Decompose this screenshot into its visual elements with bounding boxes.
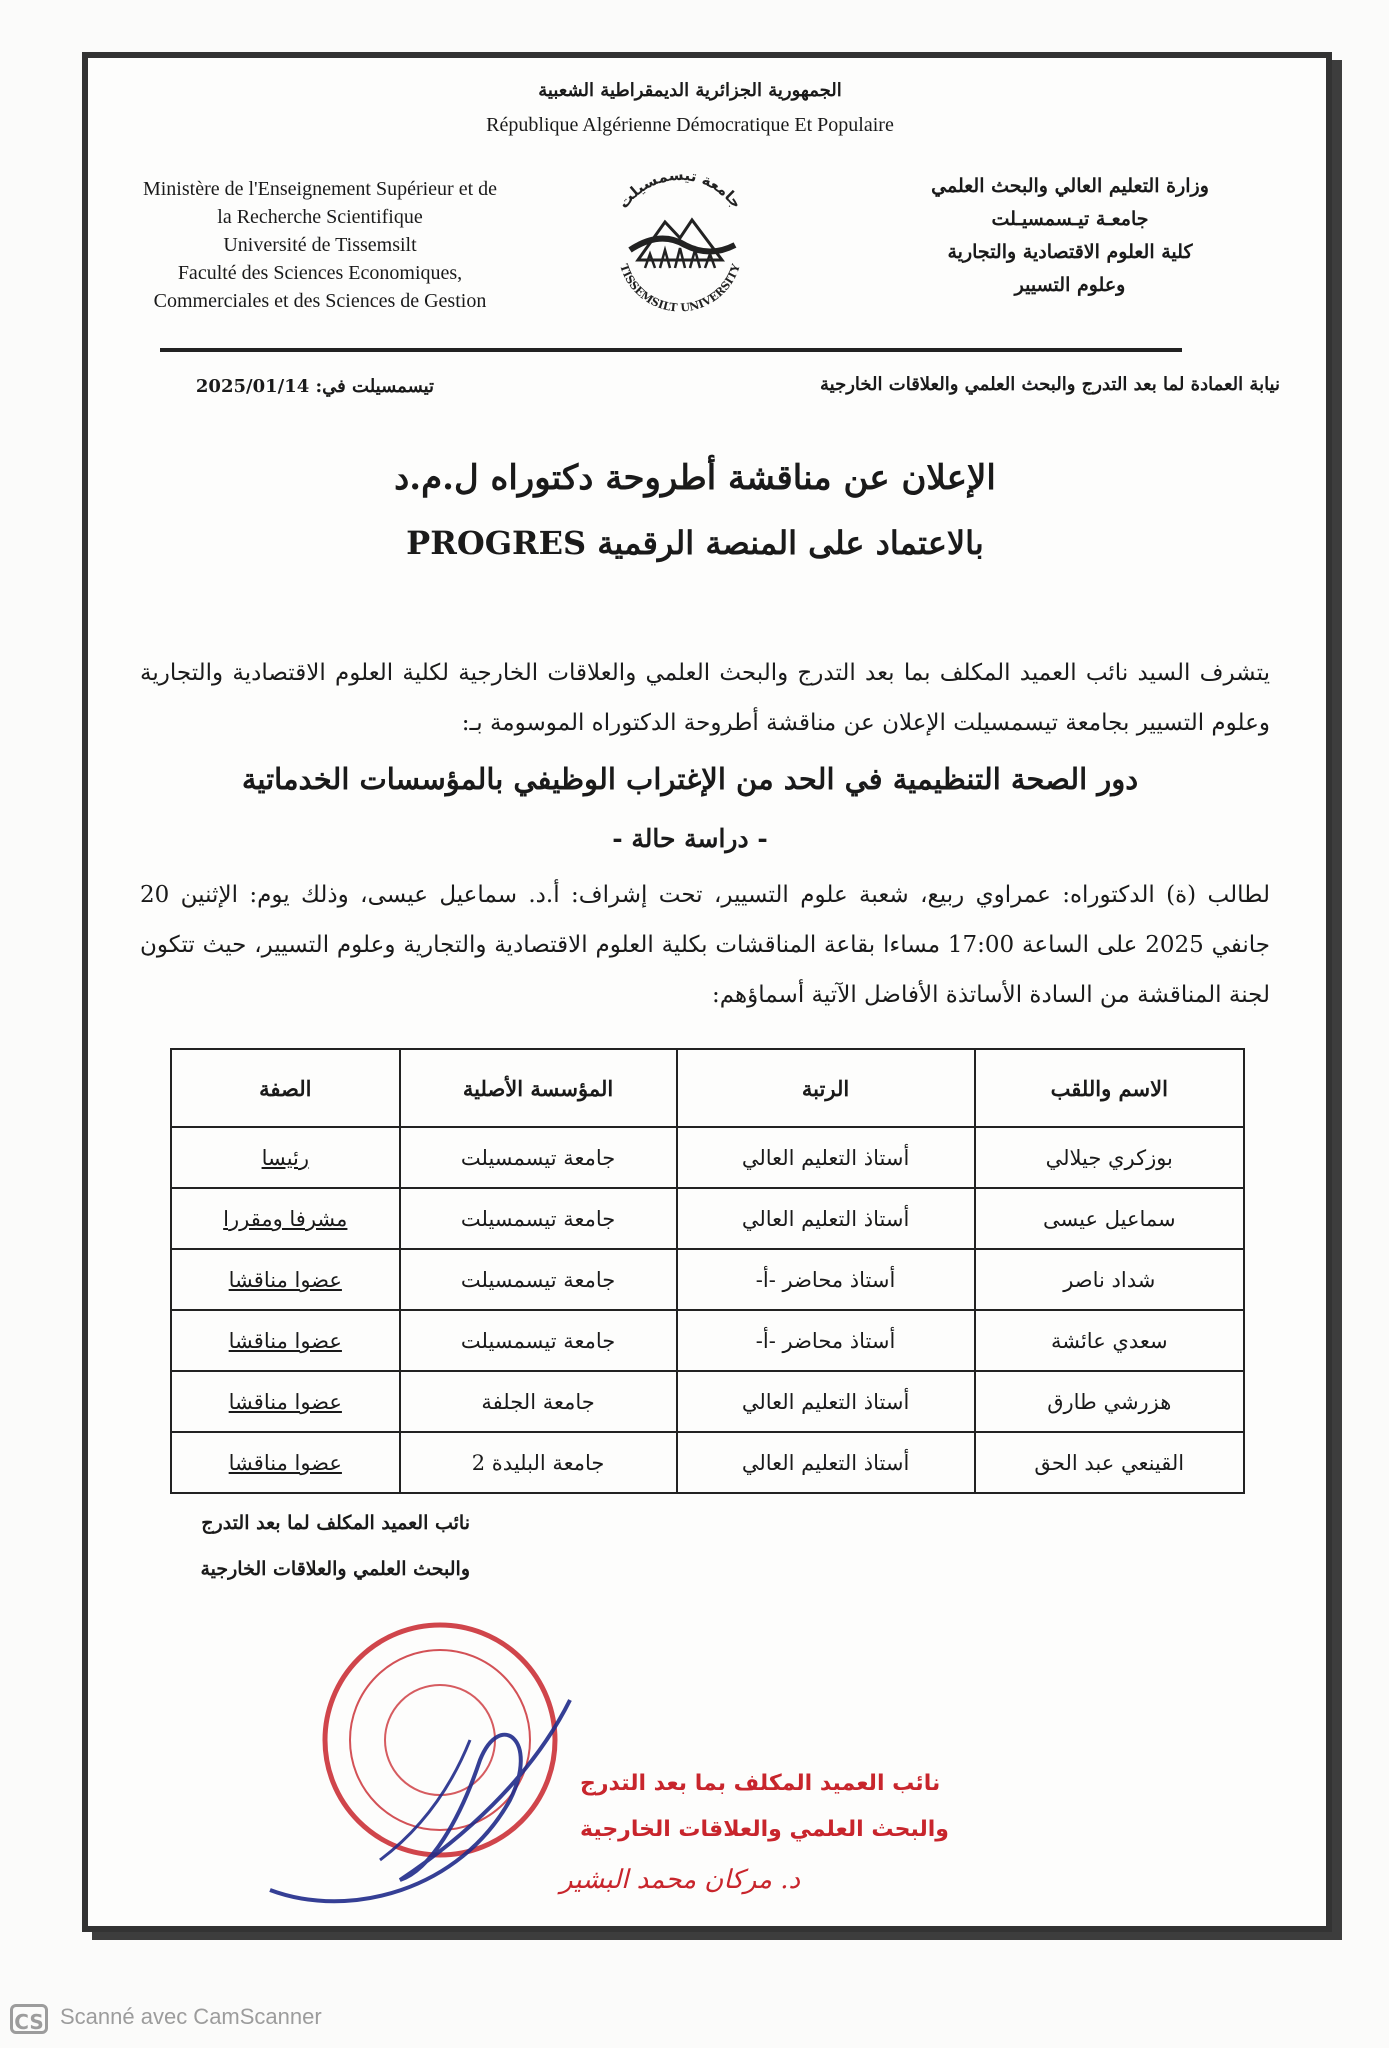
- member-rank: أستاذ التعليم العالي: [677, 1371, 975, 1432]
- member-institution: جامعة تيسمسيلت: [400, 1127, 677, 1188]
- member-role: رئيسا: [171, 1127, 400, 1188]
- republic-french: République Algérienne Démocratique Et Populaire: [486, 114, 894, 136]
- member-institution: جامعة تيسمسيلت: [400, 1310, 677, 1371]
- member-name: سعدي عائشة: [975, 1310, 1244, 1371]
- table-row: [171, 1432, 1244, 1493]
- french-line: la Recherche Scientifique: [217, 206, 423, 228]
- member-rank: أستاذ التعليم العالي: [677, 1432, 975, 1493]
- logo-arabic-text: جامعة تيسمسيلت: [614, 165, 746, 212]
- column-header: الصفة: [171, 1049, 400, 1127]
- member-institution: جامعة تيسمسيلت: [400, 1188, 677, 1249]
- details-paragraph: لطالب (ة) الدكتوراه: عمراوي ربيع، شعبة علوم التسيير، تحت إشراف: أ.د. سماعيل عيسى، وذلك يوم: الإثنين 20 جانفي 2025 على الساعة 17:00 مساءا بقاعة المناقشات بكلية العلوم الاقتصادية والتجارية وعلوم التسيير، حيث تتكون لجنة المناقشة من السادة الأساتذة الأفاضل الآتية أسماؤهم:: [140, 882, 1271, 1008]
- column-header: الرتبة: [677, 1049, 975, 1127]
- table-row: [171, 1188, 1244, 1249]
- table-row: [171, 1371, 1244, 1432]
- arabic-line: كلية العلوم الاقتصادية والتجارية: [947, 241, 1193, 263]
- arabic-line: وزارة التعليم العالي والبحث العلمي: [931, 175, 1209, 197]
- stamp-signatory-name: د. مركان محمد البشير: [560, 1865, 801, 1895]
- member-rank: أستاذ محاضر -أ-: [677, 1249, 975, 1310]
- french-line: Commerciales et des Sciences de Gestion: [153, 290, 487, 312]
- member-name: القينعي عبد الحق: [975, 1432, 1244, 1493]
- table-row: [171, 1127, 1244, 1188]
- arabic-line: جامعـة تيـسمسيـلت: [991, 208, 1149, 230]
- svg-text:TISSEMSILT UNIVERSITY: [617, 262, 743, 314]
- member-role: عضوا مناقشا: [171, 1371, 400, 1432]
- republic-arabic: الجمهورية الجزائرية الديمقراطية الشعبية: [538, 80, 842, 101]
- logo-english-text: TISSEMSILT UNIVERSITY: [617, 262, 743, 315]
- case-study-label: - دراسة حالة -: [612, 824, 768, 853]
- signatory-title-line2: والبحث العلمي والعلاقات الخارجية: [200, 1558, 470, 1580]
- camscanner-logo: CS: [10, 2004, 48, 2034]
- french-line: Ministère de l'Enseignement Supérieur et de: [142, 178, 498, 200]
- date-line: تيسمسيلت في: 2025/01/14: [195, 376, 435, 397]
- member-name: سماعيل عيسى: [975, 1188, 1244, 1249]
- stamp-title-line1: نائب العميد المكلف بما بعد التدرج: [580, 1771, 941, 1796]
- header-arabic-block: [900, 170, 1240, 302]
- intro-paragraph: يتشرف السيد نائب العميد المكلف بما بعد التدرج والبحث العلمي والعلاقات الخارجية لكلية العلوم الاقتصادية والتجارية وعلوم التسيير بجامعة تيسمسيلت الإعلان عن مناقشة أطروحة الدكتوراه الموسومة بـ:: [140, 660, 1270, 736]
- thesis-title: دور الصحة التنظيمية في الحد من الإغتراب الوظيفي بالمؤسسات الخدماتية: [241, 762, 1139, 796]
- french-line: Faculté des Sciences Economiques,: [177, 262, 463, 284]
- member-role: عضوا مناقشا: [171, 1432, 400, 1493]
- member-name: شداد ناصر: [975, 1249, 1244, 1310]
- table-row: [171, 1310, 1244, 1371]
- member-role: عضوا مناقشا: [171, 1249, 400, 1310]
- member-role: عضوا مناقشا: [171, 1310, 400, 1371]
- member-institution: جامعة البليدة 2: [400, 1432, 677, 1493]
- member-rank: أستاذ التعليم العالي: [677, 1127, 975, 1188]
- official-stamp: [200, 1590, 949, 1930]
- french-line: Université de Tissemsilt: [223, 234, 417, 256]
- signature-mark: [270, 1700, 570, 1901]
- announcement-title: الإعلان عن مناقشة أطروحة دكتوراه ل.م.د: [394, 458, 996, 498]
- table-header-row: [171, 1049, 1244, 1127]
- university-logo: [590, 150, 770, 330]
- arabic-line: وعلوم التسيير: [1014, 274, 1126, 296]
- column-header: المؤسسة الأصلية: [400, 1049, 677, 1127]
- vice-deanship-label: نيابة العمادة لما بعد التدرج والبحث العلمي والعلاقات الخارجية: [820, 374, 1280, 395]
- member-name: هزرشي طارق: [975, 1371, 1244, 1432]
- stamp-title-line2: والبحث العلمي والعلاقات الخارجية: [580, 1817, 949, 1842]
- member-role: مشرفا ومقررا: [171, 1188, 400, 1249]
- header-french-block: [100, 175, 540, 315]
- table-row: [171, 1249, 1244, 1310]
- member-rank: أستاذ التعليم العالي: [677, 1188, 975, 1249]
- member-name: بوزكري جيلالي: [975, 1127, 1244, 1188]
- member-institution: جامعة الجلفة: [400, 1371, 677, 1432]
- column-header: الاسم واللقب: [975, 1049, 1244, 1127]
- member-institution: جامعة تيسمسيلت: [400, 1249, 677, 1310]
- member-rank: أستاذ محاضر -أ-: [677, 1310, 975, 1371]
- svg-text:جامعة تيسمسيلت: [614, 166, 745, 212]
- announcement-subtitle: بالاعتماد على المنصة الرقمية PROGRES: [406, 524, 984, 562]
- jury-table: [170, 1048, 1245, 1494]
- signatory-title-line1: نائب العميد المكلف لما بعد التدرج: [201, 1512, 470, 1534]
- camscanner-watermark: [4, 2000, 604, 2038]
- header-divider: [160, 348, 1182, 352]
- camscanner-text: Scanné avec CamScanner: [60, 2004, 322, 2029]
